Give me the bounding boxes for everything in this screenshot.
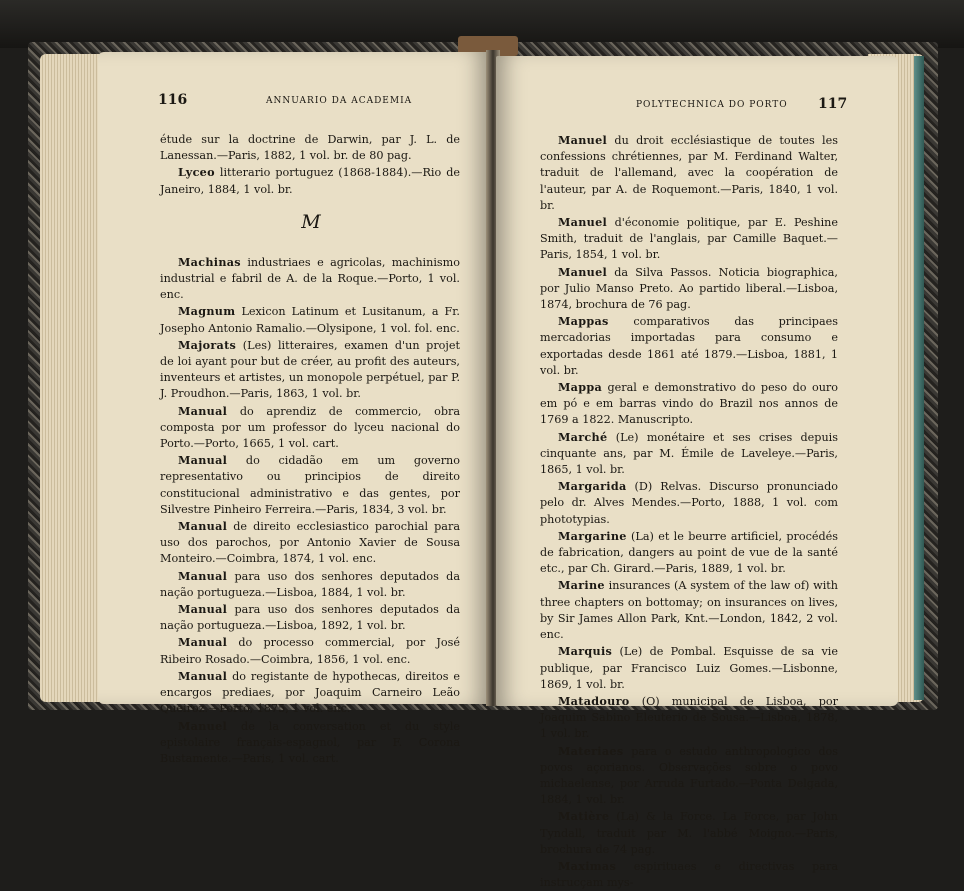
entry: [540, 577, 838, 643]
entry-text: para uso dos senhores deputados da nação portugueza.—Lisboa, 1892, 1 vol. br.: [160, 603, 461, 633]
entry: [160, 452, 460, 518]
entry: [540, 858, 838, 891]
entry-text: de direito ecclesiastico parochial para uso dos parochos, por Antonio Xavier de Sousa Monteiro.—Coimbra, 1874, 1 vol. enc.: [160, 520, 460, 566]
entry-headword: Lyceo: [178, 165, 215, 180]
entry-headword: Manuel: [178, 718, 228, 733]
entry: [160, 518, 460, 568]
entry: [160, 568, 460, 601]
entry-text: d'économie politique, par E. Peshine Smith, traduit de l'anglais, par Camille Baquet.—Paris, 1854, 1 vol. br.: [540, 216, 838, 262]
entry-text: du droit ecclésiastique de toutes les confessions chrétiennes, par M. Ferdinand Walter, traduit de l'allemand, avec la coopération de l'auteur, par A. de Roquemont.—Paris, 1840, 1 vol. br.: [540, 134, 838, 212]
entry-text: (O) municipal de Lisboa, por Joaquim Sabino Eleuterio de Sousa.—Lisboa, 1878, 1 vol. br.: [540, 694, 839, 741]
entry: [540, 643, 838, 693]
entry-headword: Manual: [178, 403, 228, 418]
entry: [540, 132, 838, 214]
right-page: [496, 56, 898, 890]
entry-headword: Manual: [178, 568, 228, 583]
entry-text: industriaes e agricolas, machinismo industrial e fabril de A. de la Roque.—Porto, 1 vol. enc.: [160, 255, 460, 302]
entry-headword: Manual: [178, 519, 228, 534]
entry: [540, 478, 838, 528]
entry: [160, 303, 460, 336]
entry-headword: Materiaes: [558, 743, 624, 758]
entry: [540, 313, 838, 379]
entry-headword: Marché: [558, 429, 608, 444]
teal-page-edge: [914, 56, 924, 700]
entry-text: para uso dos senhores deputados da nação portugueza.—Lisboa, 1884, 1 vol. br.: [160, 569, 461, 599]
entry-headword: Manuel: [558, 264, 608, 279]
entry-headword: Mappas: [558, 314, 609, 329]
entry-headword: Mappa: [558, 380, 603, 395]
entry-text: do aprendiz de commercio, obra composta por um professor do lyceu nacional do Porto.—Porto, 1665, 1 vol. cart.: [160, 404, 461, 451]
entry-text: comparativos das principaes mercadorias importadas para consumo e exportadas desde 1861 até 1879.—Lisboa, 1881, 1 vol. br.: [540, 315, 838, 377]
entry: [540, 808, 838, 858]
entry: [540, 429, 838, 479]
entry-text: (Le) de Pombal. Esquisse de sa vie publique, par Francisco Luiz Gomes.—Lisbonne, 1869, 1 vol. br.: [540, 645, 838, 691]
entry-headword: Maximas: [558, 858, 617, 873]
entry-text: de la conversation et du style epistolaire français-espagnol, par F. Corona Bustamente.—Paris, 1 vol. cart.: [160, 719, 460, 765]
section-letter: M: [301, 210, 319, 233]
entry: [160, 634, 460, 667]
entry-text: (La) & la Force. La Force, par John Tyndall, traduit par M. l'abbé Moigno.—Paris, brochura de 74 pag.: [540, 810, 838, 856]
entry: [540, 693, 838, 743]
entry: [540, 264, 838, 314]
entry-text: do processo commercial, por José Ribeiro Rosado.—Coimbra, 1856, 1 vol. enc.: [160, 636, 460, 666]
entry-headword: Manuel: [558, 133, 608, 147]
left-page-number: 116: [158, 92, 188, 108]
entry-text: (La) et le beurre artificiel, procédés de fabrication, dangers au point de vue de la santé etc., par Ch. Girard.—Paris, 1889, 1 vol. br.: [540, 529, 838, 576]
entry: [540, 214, 838, 264]
entry-text: (Les) litteraires, examen d'un projet de loi ayant pour but de créer, au profit des auteurs, inventeurs et artistes, un monopole perpétuel, par P. J. Proudhon.—Paris, 1863, 1 vol. br.: [160, 338, 460, 401]
entry-text: insurances (A system of the law of) with three chapters on bottomay; on insurances on lives, by Sir James Allon Park, Knt.—London, 1842, 2 vol. enc.: [540, 579, 838, 642]
entry-text: litterario portuguez (1868-1884).—Rio de Janeiro, 1884, 1 vol. br.: [160, 166, 460, 196]
entry-text: para o estudo anthropologico dos povos açorianos. Observações sobre o povo michaelense, por Arruda Furtado.—Ponta Delgada, 1884, 1 vol. br.: [540, 744, 838, 807]
entry: [160, 718, 460, 768]
entry-headword: Marine: [558, 578, 605, 593]
entry-headword: Marquis: [558, 644, 613, 659]
entry-headword: Margarida: [558, 479, 627, 494]
entry-headword: Manual: [178, 602, 228, 617]
entry-continuation: étude sur la doctrine de Darwin, par J. L. de Lanessan.—Paris, 1882, 1 vol. br. de 80 pag.: [160, 133, 460, 163]
entry-text: do registante de hypothecas, direitos e encargos prediaes, por Joaquim Carneiro Leão Queiroz.—Porto, 1875, 1 vol. enc.: [160, 669, 460, 716]
entry-headword: Magnum: [178, 304, 236, 319]
entry-headword: Manual: [178, 668, 228, 683]
entry-text: da Silva Passos. Noticia biographica, por Julio Manso Preto. Ao partido liberal.—Lisboa, 1874, brochura de 76 pag.: [540, 265, 838, 312]
entry-text: (Le) monétaire et ses crises depuis cinquante ans, par M. Émile de Laveleye.—Paris, 1865, 1 vol. br.: [540, 430, 838, 477]
entry-headword: Manual: [178, 635, 228, 650]
entry-text: geral e demonstrativo do peso do ouro em pó e em barras vindo do Brazil nos annos de 1769 a 1822. Manuscripto.: [540, 381, 838, 427]
right-running-head: POLYTECHNICA DO PORTO: [636, 100, 788, 110]
entry: [540, 528, 838, 578]
entry: [540, 379, 838, 429]
entry-text: Lexicon Latinum et Lusitanum, a Fr. Josepho Antonio Ramalio.—Olysipone, 1 vol. fol. enc.: [160, 305, 460, 335]
entry: [160, 403, 460, 453]
left-running-head: ANNUARIO DA ACADEMIA: [266, 96, 413, 106]
entry: [160, 601, 460, 634]
left-text-block: [160, 132, 460, 767]
entry: [160, 337, 460, 403]
entry-headword: Matadouro: [558, 693, 630, 708]
entry-text: espirituaes e directivas para instrucçam mys-: [540, 859, 838, 890]
entry: [540, 743, 838, 809]
entry-headword: Majorats: [178, 337, 237, 352]
entry-text: do cidadão em um governo representativo ou principios de direito constitucional administrativo e das gentes, por Silvestre Pinheiro Ferreira.—Paris, 1834, 3 vol. br.: [160, 454, 460, 516]
entry-text: (D) Relvas. Discurso pronunciado pelo dr. Alves Mendes.—Porto, 1888, 1 vol. com phototypias.: [540, 480, 839, 526]
left-page: [98, 52, 488, 765]
entry-headword: Manuel: [558, 215, 608, 230]
entry: [160, 164, 460, 197]
right-text-block: [540, 132, 838, 891]
entry-headword: Manual: [178, 453, 228, 468]
entry-headword: Machinas: [178, 254, 241, 269]
right-page-number: 117: [818, 96, 848, 112]
entry: [160, 254, 460, 304]
entry-headword: Matière: [558, 809, 610, 824]
entry: [160, 668, 460, 718]
entry-headword: Margarine: [558, 528, 627, 543]
